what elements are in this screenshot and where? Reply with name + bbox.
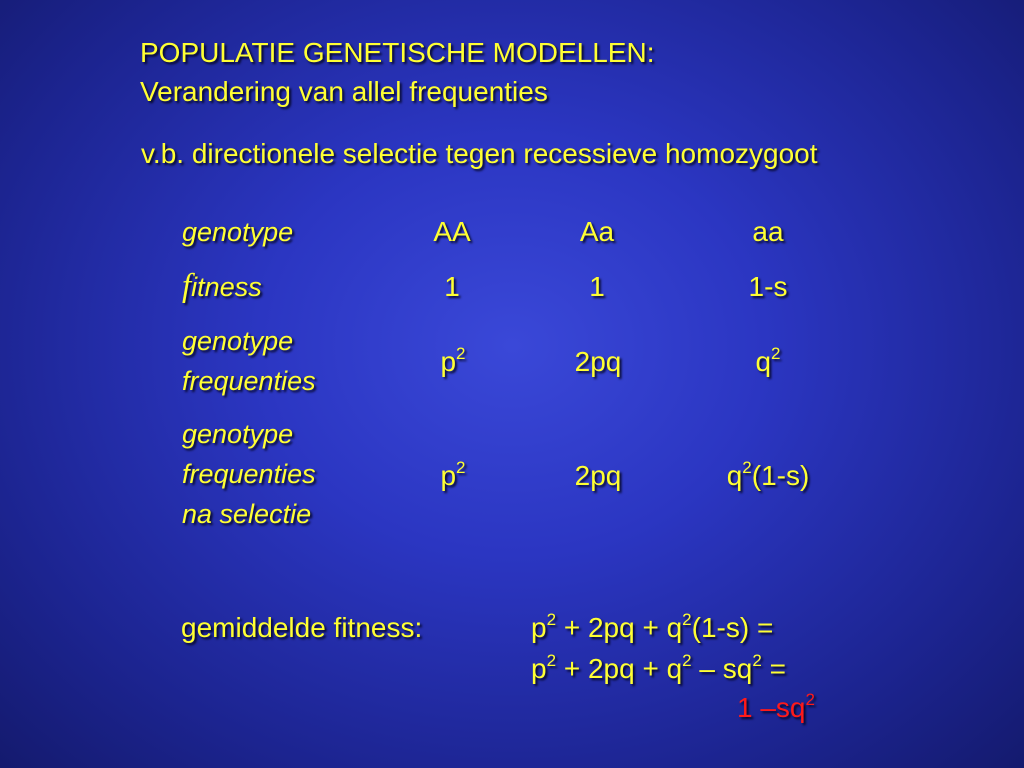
eq-exponent: 2 xyxy=(546,610,557,629)
mean-fitness-label: gemiddelde fitness: xyxy=(181,612,423,643)
equation-line-1 xyxy=(531,612,773,644)
fitness-cell: 1 xyxy=(589,271,605,302)
genotype-cell: AA xyxy=(433,216,471,247)
result-exponent: 2 xyxy=(805,690,815,709)
eq-term: p xyxy=(531,612,547,643)
frequency-base: p xyxy=(440,346,457,377)
eq-exponent: 2 xyxy=(682,651,692,670)
after-selection-exponent: 2 xyxy=(742,458,752,477)
after-selection-cell xyxy=(575,460,622,492)
equation-result xyxy=(737,692,815,724)
eq-term: = xyxy=(761,653,786,684)
frequency-base: 2pq xyxy=(574,346,622,377)
eq-term: – sq xyxy=(691,653,753,684)
genotype-cell: Aa xyxy=(579,216,615,247)
result-term: 1 –sq xyxy=(737,692,806,723)
after-selection-exponent: 2 xyxy=(456,458,466,477)
after-selection-base: q xyxy=(726,460,743,491)
after-selection-tail: (1-s) xyxy=(751,460,810,491)
row-label-after-line-2: frequenties xyxy=(182,459,316,489)
frequency-base: q xyxy=(755,346,772,377)
after-selection-cell xyxy=(727,460,810,492)
eq-term: + 2pq + q xyxy=(556,653,683,684)
after-selection-base: p xyxy=(440,460,457,491)
frequency-cell xyxy=(440,346,465,378)
eq-term: p xyxy=(531,653,547,684)
slide-title xyxy=(140,33,655,111)
equation-line-2 xyxy=(531,653,786,685)
frequency-exponent: 2 xyxy=(771,344,781,363)
eq-exponent: 2 xyxy=(546,651,557,670)
eq-term: + 2pq + q xyxy=(556,612,683,643)
after-selection-cell xyxy=(440,460,465,492)
after-selection-base: 2pq xyxy=(574,460,622,491)
row-label-after-line-3: na selectie xyxy=(182,499,312,529)
eq-exponent: 2 xyxy=(752,651,762,670)
example-subtitle: v.b. directionele selectie tegen recessieve homozygoot xyxy=(141,138,818,169)
title-line-2: Verandering van allel frequenties xyxy=(140,76,548,107)
row-label-after-selection xyxy=(182,414,316,534)
title-line-1: POPULATIE GENETISCHE MODELLEN: xyxy=(140,37,655,68)
frequency-exponent: 2 xyxy=(456,344,466,363)
eq-term: (1-s) = xyxy=(691,612,774,643)
row-label-after-line-1: genotype xyxy=(182,419,294,449)
fitness-cell: 1-s xyxy=(748,271,788,302)
fitness-cell: 1 xyxy=(444,271,460,302)
row-label-freq-line-1: genotype xyxy=(182,326,294,356)
genotype-cell: aa xyxy=(752,216,784,247)
row-label-genotype: genotype xyxy=(182,217,294,247)
frequency-cell xyxy=(755,346,780,378)
row-label-freq-line-2: frequenties xyxy=(182,366,316,396)
frequency-cell xyxy=(575,346,622,378)
row-label-fitness-f: f xyxy=(182,268,192,304)
eq-exponent: 2 xyxy=(682,610,692,629)
row-label-genotype-frequencies xyxy=(182,321,316,401)
row-label-fitness-rest: itness xyxy=(191,272,262,302)
row-label-fitness xyxy=(182,266,262,307)
